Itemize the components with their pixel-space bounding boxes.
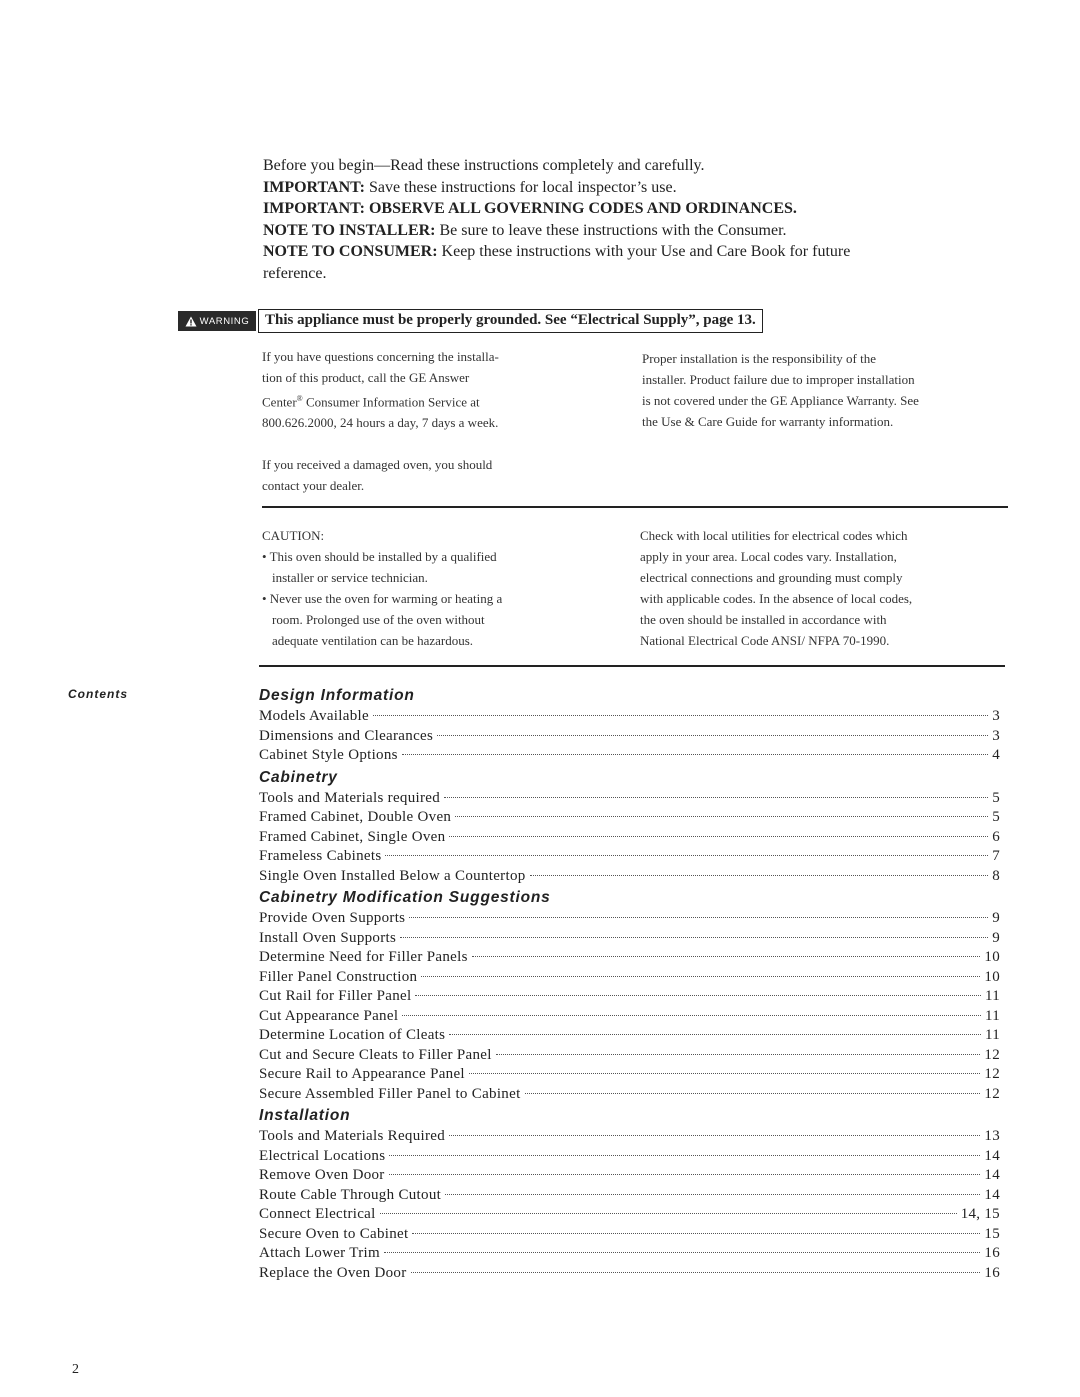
caution-bullet-cont: room. Prolonged use of the oven without: [272, 612, 485, 627]
intro-important: IMPORTANT: Save these instructions for local inspector’s use.: [263, 178, 677, 196]
toc-entry[interactable]: [259, 1127, 1000, 1147]
codes-line: apply in your area. Local codes vary. Installation,: [640, 549, 897, 564]
codes-line: with applicable codes. In the absence of local codes,: [640, 591, 913, 606]
toc-entry-page: 8: [992, 867, 1000, 884]
warning-text: This appliance must be properly grounded. See “Electrical Supply”, page 13.: [258, 309, 763, 333]
codes-block: [640, 525, 1010, 651]
codes-line: Check with local utilities for electrical codes which: [640, 528, 908, 543]
toc-entry-title: Cut and Secure Cleats to Filler Panel: [259, 1046, 492, 1063]
toc-leader: [449, 1034, 981, 1035]
toc-entry[interactable]: [259, 1085, 1000, 1105]
toc-entry-title: Filler Panel Construction: [259, 968, 418, 985]
intro-block: [263, 155, 883, 284]
toc-entry-title: Electrical Locations: [259, 1147, 386, 1164]
toc-leader: [469, 1073, 981, 1074]
toc-entry-title: Framed Cabinet, Double Oven: [259, 809, 452, 825]
toc-entry[interactable]: [259, 1244, 1000, 1264]
caution-block: [262, 525, 602, 651]
info-left-line: contact your dealer.: [262, 478, 365, 494]
toc-entry-page: 11: [984, 1007, 1000, 1024]
toc-entry[interactable]: [259, 867, 1000, 887]
toc-entry[interactable]: [259, 1264, 1000, 1284]
toc-leader: [415, 995, 980, 996]
caution-bullet: • This oven should be installed by a qualified: [262, 549, 497, 564]
toc-entry-title: Tools and Materials Required: [259, 1128, 446, 1144]
toc-entry-page: 5: [992, 809, 1000, 825]
toc-entry-title: Attach Lower Trim: [259, 1245, 380, 1261]
toc-leader: [385, 855, 988, 856]
toc-entry-title: Secure Assembled Filler Panel to Cabinet: [259, 1085, 521, 1102]
toc-entry[interactable]: [259, 1007, 1000, 1027]
toc-entry[interactable]: [259, 1046, 1000, 1066]
warning-badge-label: WARNING: [199, 315, 250, 327]
toc-entry[interactable]: [259, 968, 1000, 988]
toc-entry-page: 13: [984, 1128, 1000, 1144]
toc-section: [259, 767, 1000, 887]
toc-leader: [384, 1252, 980, 1253]
intro-observe: IMPORTANT: OBSERVE ALL GOVERNING CODES AND ORDINANCES.: [263, 200, 797, 217]
intro-begin: Before you begin—Read these instructions completely and carefully.: [263, 157, 705, 174]
codes-line: National Electrical Code ANSI/ NFPA 70-1990.: [640, 633, 890, 648]
caution-title: CAUTION:: [262, 528, 325, 543]
toc-entry-title: Dimensions and Clearances: [259, 727, 434, 744]
toc-leader: [389, 1174, 981, 1175]
toc-entry-title: Models Available: [259, 708, 369, 724]
warning-badge: [178, 311, 256, 331]
toc-leader: [400, 937, 988, 938]
toc-leader: [402, 1015, 981, 1016]
toc-entry-title: Secure Oven to Cabinet: [259, 1225, 409, 1242]
info-right-line: installer. Product failure due to improper installation: [642, 372, 915, 387]
toc-entry-title: Tools and Materials required: [259, 789, 441, 806]
toc-entry-title: Secure Rail to Appearance Panel: [259, 1066, 465, 1082]
toc-entry-title: Install Oven Supports: [259, 929, 397, 946]
toc-leader: [411, 1272, 981, 1273]
toc-entry-page: 3: [992, 708, 1000, 724]
toc-entry-page: 10: [984, 968, 1000, 985]
toc-entry-page: 4: [992, 747, 1000, 763]
toc-leader: [437, 735, 988, 736]
info-left: [262, 346, 602, 496]
toc-leader: [389, 1155, 980, 1156]
toc-entry[interactable]: [259, 828, 1000, 848]
caution-bullet-cont: adequate ventilation can be hazardous.: [272, 633, 474, 648]
toc-entry-title: Provide Oven Supports: [259, 910, 406, 926]
toc-leader: [402, 754, 988, 755]
toc-entry-title: Remove Oven Door: [259, 1167, 385, 1183]
toc-entry[interactable]: [259, 707, 1000, 727]
toc-entry[interactable]: [259, 1205, 1000, 1225]
toc-entry-page: 14: [984, 1147, 1000, 1164]
toc-entry-title: Frameless Cabinets: [259, 848, 382, 864]
divider: [259, 665, 1005, 667]
codes-line: the oven should be installed in accordance with: [640, 612, 887, 627]
toc-entry-page: 16: [984, 1264, 1000, 1281]
toc-leader: [472, 956, 981, 957]
toc-entry-page: 14: [984, 1186, 1000, 1203]
toc-entry-page: 12: [984, 1046, 1000, 1063]
toc-entry-title: Cabinet Style Options: [259, 747, 398, 763]
toc-entry-title: Cut Appearance Panel: [259, 1007, 399, 1024]
toc-entry-page: 9: [992, 910, 1000, 926]
caution-bullet-cont: installer or service technician.: [272, 570, 428, 585]
toc-entry[interactable]: [259, 1026, 1000, 1046]
toc-leader: [496, 1054, 981, 1055]
toc-entry-page: 6: [992, 828, 1000, 845]
toc-leader: [455, 816, 988, 817]
toc-entry[interactable]: [259, 847, 1000, 867]
toc-leader: [380, 1213, 957, 1214]
registered-mark: ®: [296, 394, 303, 403]
toc-entry[interactable]: [259, 746, 1000, 766]
info-right-line: the Use & Care Guide for warranty information.: [642, 414, 894, 429]
info-right-line: Proper installation is the responsibility of the: [642, 351, 876, 366]
toc-entry[interactable]: [259, 1186, 1000, 1206]
toc-entry-page: 5: [992, 789, 1000, 806]
toc-entry[interactable]: [259, 929, 1000, 949]
toc-entry-page: 7: [992, 848, 1000, 864]
toc-entry[interactable]: [259, 789, 1000, 809]
toc-entry-page: 11: [984, 988, 1000, 1004]
toc-entry[interactable]: [259, 1065, 1000, 1085]
toc-entry-page: 3: [992, 727, 1000, 744]
info-left-line: If you received a damaged oven, you should: [262, 457, 493, 473]
toc-entry-title: Single Oven Installed Below a Countertop: [259, 867, 526, 884]
toc-leader: [530, 875, 989, 876]
toc-heading: Cabinetry: [259, 768, 338, 786]
toc-entry-title: Connect Electrical: [259, 1206, 376, 1222]
toc-leader: [421, 976, 980, 977]
info-left-line: 800.626.2000, 24 hours a day, 7 days a week.: [262, 415, 499, 431]
toc-section: [259, 887, 1000, 1104]
toc-entry-title: Framed Cabinet, Single Oven: [259, 828, 446, 845]
table-of-contents: [259, 685, 1000, 1284]
codes-line: electrical connections and grounding must comply: [640, 570, 903, 585]
toc-entry-page: 12: [984, 1085, 1000, 1102]
toc-entry-title: Replace the Oven Door: [259, 1264, 407, 1281]
info-left-line: tion of this product, call the GE Answer: [262, 370, 470, 385]
toc-heading: Design Information: [259, 687, 415, 704]
intro-note-consumer: NOTE TO CONSUMER: Keep these instructions with your Use and Care Book for future reference.: [263, 243, 851, 282]
toc-heading: Installation: [259, 1107, 351, 1124]
contents-label: Contents: [68, 687, 128, 701]
info-right-line: is not covered under the GE Appliance Warranty. See: [642, 393, 919, 408]
toc-entry-page: 11: [984, 1027, 1000, 1043]
toc-entry[interactable]: [259, 948, 1000, 968]
toc-entry-page: 16: [984, 1245, 1000, 1261]
toc-entry-page: 15: [984, 1225, 1000, 1242]
info-left-line: If you have questions concerning the installa-: [262, 349, 499, 364]
toc-entry-page: 14, 15: [960, 1206, 1000, 1222]
toc-leader: [449, 836, 988, 837]
toc-entry-page: 9: [992, 929, 1000, 946]
toc-entry-page: 12: [984, 1066, 1000, 1082]
warning-triangle-icon: [185, 316, 197, 327]
toc-heading: Cabinetry Modification Suggestions: [259, 889, 551, 906]
toc-entry-page: 14: [984, 1167, 1000, 1183]
toc-section: [259, 1105, 1000, 1283]
intro-note-installer: NOTE TO INSTALLER: Be sure to leave these instructions with the Consumer.: [263, 221, 787, 239]
toc-entry-title: Cut Rail for Filler Panel: [259, 988, 412, 1004]
toc-leader: [525, 1093, 981, 1094]
toc-leader: [444, 797, 988, 798]
toc-entry-title: Route Cable Through Cutout: [259, 1186, 442, 1203]
toc-entry[interactable]: [259, 727, 1000, 747]
caution-bullet: • Never use the oven for warming or heating a: [262, 591, 503, 606]
toc-entry[interactable]: [259, 808, 1000, 828]
toc-entry-title: Determine Need for Filler Panels: [259, 949, 468, 965]
toc-entry[interactable]: [259, 987, 1000, 1007]
page-number: 2: [72, 1362, 79, 1377]
toc-leader: [409, 917, 988, 918]
divider: [262, 506, 1008, 508]
toc-entry[interactable]: [259, 909, 1000, 929]
info-right: [642, 348, 1012, 432]
toc-leader: [449, 1135, 980, 1136]
toc-section: [259, 685, 1000, 766]
toc-leader: [373, 715, 988, 716]
toc-entry[interactable]: [259, 1147, 1000, 1167]
toc-entry-page: 10: [984, 949, 1000, 965]
info-left-line: Center® Consumer Information Service at: [262, 394, 480, 410]
toc-entry[interactable]: [259, 1166, 1000, 1186]
toc-leader: [412, 1233, 980, 1234]
toc-leader: [445, 1194, 980, 1195]
toc-entry-title: Determine Location of Cleats: [259, 1027, 446, 1043]
toc-entry[interactable]: [259, 1225, 1000, 1245]
